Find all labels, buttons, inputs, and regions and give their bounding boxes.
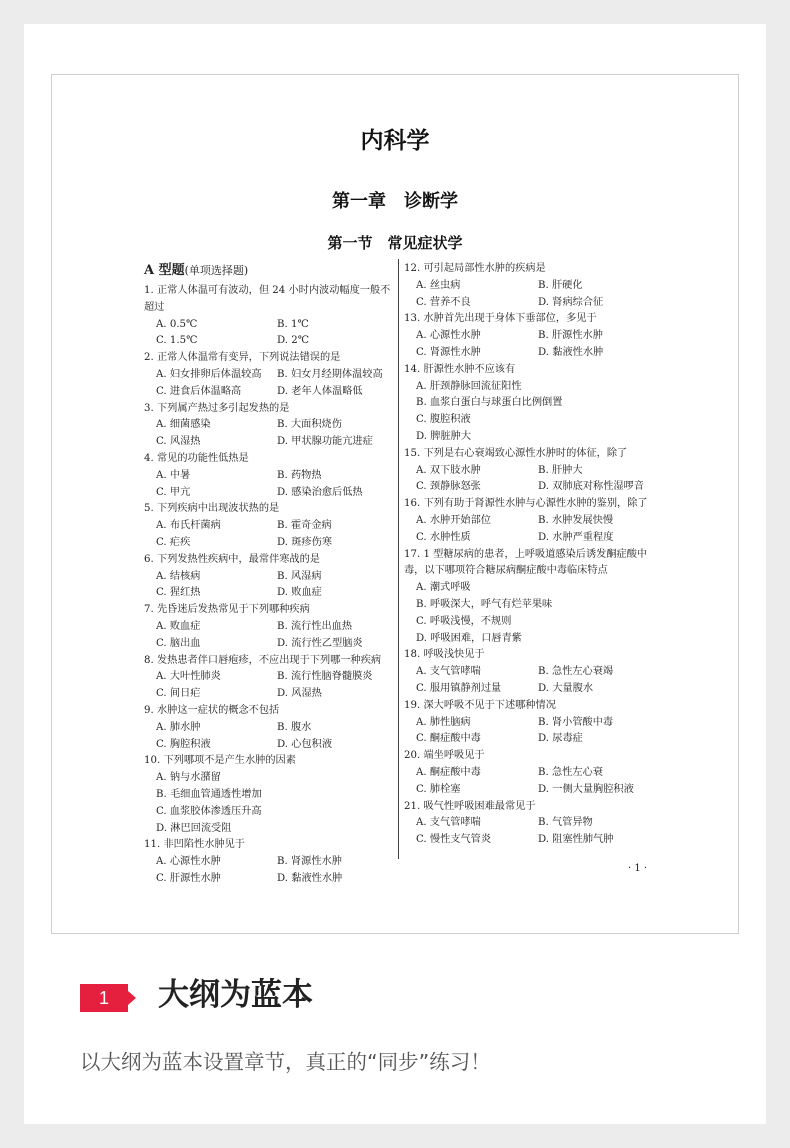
answer-option: C. 疟疾 xyxy=(156,536,191,548)
page-number: · 1 · xyxy=(628,863,648,874)
answer-option: A. 钠与水潴留 xyxy=(156,772,221,784)
answer-option: A. 潮式呼吸 xyxy=(416,582,471,594)
answer-option: C. 肝源性水肿 xyxy=(156,872,221,884)
answer-option: A. 肺水肿 xyxy=(156,721,201,733)
answer-option: C. 肺栓塞 xyxy=(416,783,461,795)
answer-option: B. 肝肿大 xyxy=(538,464,583,476)
question-stem: 12. 可引起局部性水肿的疾病是 xyxy=(404,263,546,274)
question-stem: 10. 下列哪项不是产生水肿的因素 xyxy=(144,755,296,767)
question-stem: 6. 下列发热性疾病中，最常伴寒战的是 xyxy=(144,553,320,565)
question-stem: 7. 先昏迷后发热常见于下列哪种疾病 xyxy=(144,604,310,616)
feature-description: 以大纲为蓝本设置章节，真正的“同步”练习！ xyxy=(80,1050,491,1074)
answer-option: D. 阻塞性肺气肿 xyxy=(538,834,614,846)
option-row xyxy=(144,871,398,888)
answer-option: C. 1.5℃ xyxy=(156,335,198,347)
answer-option: D. 老年人体温略低 xyxy=(277,385,363,397)
question-stem: 20. 端坐呼吸见于 xyxy=(404,750,485,762)
answer-option: B. 霍奇金病 xyxy=(277,520,332,532)
answer-option: C. 营养不良 xyxy=(416,296,471,308)
option-row xyxy=(404,715,666,732)
question-stem: 21. 吸气性呼吸困难最常见于 xyxy=(404,800,536,812)
answer-option: A. 结核病 xyxy=(156,570,201,582)
question-stem: 16. 下列有助于肾源性水肿与心源性水肿的鉴别，除了 xyxy=(404,498,648,510)
answer-option: C. 胸腔积液 xyxy=(156,738,211,750)
answer-option: B. 肝硬化 xyxy=(538,279,583,291)
question-item xyxy=(144,602,398,652)
answer-option: C. 猩红热 xyxy=(156,587,201,599)
option-row xyxy=(404,479,666,496)
answer-option: A. 酮症酸中毒 xyxy=(416,766,481,778)
option-row xyxy=(144,485,398,502)
answer-option: B. 肾源性水肿 xyxy=(277,856,342,868)
chapter-heading: 第一章 诊断学 xyxy=(332,191,458,212)
question-stem: 1. 正常人体温可有波动，但 24 小时内波动幅度一般不超过 xyxy=(144,285,391,313)
answer-option: D. 风湿热 xyxy=(277,688,322,700)
answer-option: B. 腹水 xyxy=(277,721,312,733)
question-stem: 18. 呼吸浅快见于 xyxy=(404,649,485,661)
answer-option: B. 肾小管酸中毒 xyxy=(538,716,614,728)
answer-option: A. 支气管哮喘 xyxy=(416,817,481,829)
answer-option: D. 流行性乙型脑炎 xyxy=(277,637,363,649)
option-row xyxy=(404,681,666,698)
question-type-heading xyxy=(144,261,398,281)
question-stem: 14. 肝源性水肿不应该有 xyxy=(404,363,516,375)
answer-option: C. 血浆胶体渗透压升高 xyxy=(156,805,262,817)
answer-option: A. 肺性脑病 xyxy=(416,716,471,728)
option-row xyxy=(144,569,398,586)
answer-option: D. 大量腹水 xyxy=(538,682,594,694)
book-title: 内科学 xyxy=(360,127,430,154)
question-item xyxy=(144,501,398,551)
option-row xyxy=(404,530,666,547)
answer-option: A. 丝虫病 xyxy=(416,279,461,291)
option-row xyxy=(404,328,666,345)
badge-arrow-icon xyxy=(128,991,136,1005)
option-row xyxy=(144,317,398,334)
option-row xyxy=(404,731,666,748)
question-stem: 13. 水肿首先出现于身体下垂部位，多见于 xyxy=(404,313,597,325)
question-type-label: A 型题 xyxy=(144,263,185,278)
answer-option: A. 败血症 xyxy=(156,620,201,632)
answer-option: C. 慢性支气管炎 xyxy=(416,834,492,846)
question-stem: 19. 深大呼吸不见于下述哪种情况 xyxy=(404,699,556,711)
answer-option: B. 流行性脑脊髓膜炎 xyxy=(277,671,373,683)
option-row xyxy=(144,636,398,653)
answer-option: D. 黏液性水肿 xyxy=(277,872,343,884)
answer-option: D. 水肿严重程度 xyxy=(538,531,614,543)
question-item xyxy=(144,653,398,703)
answer-option: D. 脾脏肿大 xyxy=(416,430,472,442)
option-row xyxy=(404,664,666,681)
answer-option: C. 肾源性水肿 xyxy=(416,346,481,358)
column-divider xyxy=(398,259,399,859)
option-row xyxy=(144,367,398,384)
question-item xyxy=(144,283,398,350)
option-row xyxy=(144,384,398,401)
answer-option: D. 败血症 xyxy=(277,587,322,599)
answer-option: D. 黏液性水肿 xyxy=(538,346,604,358)
option-row xyxy=(144,518,398,535)
answer-option: D. 尿毒症 xyxy=(538,733,583,745)
answer-option: B. 风湿病 xyxy=(277,570,322,582)
answer-option: A. 双下肢水肿 xyxy=(416,464,481,476)
question-item xyxy=(404,261,666,311)
question-item xyxy=(404,311,666,361)
answer-option: C. 甲亢 xyxy=(156,486,191,498)
answer-option: A. 心源性水肿 xyxy=(156,856,221,868)
answer-option: A. 中暑 xyxy=(156,469,191,481)
question-stem: 4. 常见的功能性低热是 xyxy=(144,452,249,464)
option-row xyxy=(404,832,666,849)
answer-option: A. 心源性水肿 xyxy=(416,330,481,342)
question-stem: 9. 水肿这一症状的概念不包括 xyxy=(144,704,280,716)
option-row xyxy=(144,585,398,602)
answer-option: D. 感染治愈后低热 xyxy=(277,486,363,498)
option-row xyxy=(404,765,666,782)
answer-option: B. 肝源性水肿 xyxy=(538,330,603,342)
answer-option: B. 毛细血管通透性增加 xyxy=(156,788,262,800)
question-item xyxy=(144,350,398,400)
answer-option: C. 服用镇静剂过量 xyxy=(416,682,502,694)
option-row xyxy=(144,434,398,451)
answer-option: C. 呼吸浅慢，不规则 xyxy=(416,615,512,627)
question-item xyxy=(404,547,666,648)
question-item xyxy=(404,362,666,446)
answer-option: D. 甲状腺功能亢进症 xyxy=(277,436,373,448)
answer-option: A. 妇女排卵后体温较高 xyxy=(156,368,262,380)
question-item xyxy=(144,451,398,501)
answer-option: C. 风湿热 xyxy=(156,436,201,448)
answer-option: B. 药物热 xyxy=(277,469,322,481)
answer-option: A. 肝颈静脉回流征阳性 xyxy=(416,380,522,392)
question-item xyxy=(144,552,398,602)
option-row xyxy=(404,782,666,799)
option-row xyxy=(144,720,398,737)
answer-option: A. 细菌感染 xyxy=(156,419,211,431)
answer-option: C. 间日疟 xyxy=(156,688,201,700)
answer-option: A. 0.5℃ xyxy=(156,318,198,330)
answer-option: D. 双肺底对称性湿啰音 xyxy=(538,481,644,493)
question-type-sub: (单项选择题) xyxy=(184,264,249,277)
answer-option: C. 脑出血 xyxy=(156,637,201,649)
option-row xyxy=(144,417,398,434)
option-row xyxy=(404,463,666,480)
answer-option: D. 淋巴回流受阻 xyxy=(156,822,232,834)
option-row xyxy=(144,854,398,871)
question-stem: 5. 下列疾病中出现波状热的是 xyxy=(144,503,280,515)
question-item xyxy=(144,703,398,753)
question-item xyxy=(404,647,666,697)
answer-option: D. 斑疹伤寒 xyxy=(277,536,333,548)
answer-option: C. 酮症酸中毒 xyxy=(416,733,481,745)
answer-option: B. 呼吸深大，呼气有烂苹果味 xyxy=(416,598,553,610)
answer-option: B. 气管异物 xyxy=(538,817,593,829)
answer-option: B. 水肿发展快慢 xyxy=(538,514,614,526)
answer-option: C. 水肿性质 xyxy=(416,531,471,543)
answer-option: C. 腹腔积液 xyxy=(416,414,471,426)
option-row xyxy=(144,535,398,552)
question-item xyxy=(404,698,666,748)
question-column-right xyxy=(404,261,666,849)
book-page-preview xyxy=(51,74,739,934)
answer-option: B. 1℃ xyxy=(277,318,309,330)
option-row xyxy=(404,513,666,530)
question-item xyxy=(144,837,398,887)
answer-option: B. 血浆白蛋白与球蛋白比例倒置 xyxy=(416,397,563,409)
question-stem: 3. 下列属产热过多引起发热的是 xyxy=(144,402,290,414)
answer-option: D. 心包积液 xyxy=(277,738,333,750)
option-row xyxy=(144,669,398,686)
option-row xyxy=(404,345,666,362)
option-row xyxy=(144,619,398,636)
answer-option: B. 急性左心衰竭 xyxy=(538,666,614,678)
answer-option: C. 颈静脉怒张 xyxy=(416,481,481,493)
option-row xyxy=(144,737,398,754)
question-column-left xyxy=(144,261,398,888)
question-item xyxy=(144,401,398,451)
question-stem: 17. 1 型糖尿病的患者，上呼吸道感染后诱发酮症酸中毒，以下哪项符合糖尿病酮症酸中毒临床特点 xyxy=(404,548,648,577)
feature-number-badge: 1 xyxy=(80,984,128,1012)
answer-option: D. 呼吸困难，口唇青紫 xyxy=(416,632,522,644)
option-row xyxy=(144,468,398,485)
question-stem: 11. 非凹陷性水肿见于 xyxy=(144,839,245,851)
feature-title: 大纲为蓝本 xyxy=(158,977,313,1013)
question-item xyxy=(144,753,398,837)
answer-option: C. 进食后体温略高 xyxy=(156,385,242,397)
answer-option: B. 急性左心衰 xyxy=(538,766,603,778)
section-heading: 第一节 常见症状学 xyxy=(327,234,463,252)
option-row xyxy=(404,278,666,295)
question-item xyxy=(404,799,666,849)
option-row xyxy=(144,686,398,703)
question-stem: 8. 发热患者伴口唇疱疹，不应出现于下列哪一种疾病 xyxy=(144,654,382,666)
option-row xyxy=(404,815,666,832)
answer-option: D. 肾病综合征 xyxy=(538,296,604,308)
answer-option: A. 布氏杆菌病 xyxy=(156,520,221,532)
question-stem: 15. 下列是右心衰竭致心源性水肿时的体征，除了 xyxy=(404,447,628,459)
answer-option: B. 流行性出血热 xyxy=(277,620,353,632)
answer-option: B. 大面积烧伤 xyxy=(277,419,342,431)
answer-option: D. 一侧大量胸腔积液 xyxy=(538,783,634,795)
answer-option: A. 水肿开始部位 xyxy=(416,514,491,526)
question-stem: 2. 正常人体温常有变异，下列说法错误的是 xyxy=(144,352,341,364)
option-row xyxy=(404,295,666,312)
answer-option: D. 2℃ xyxy=(277,335,310,347)
answer-option: B. 妇女月经期体温较高 xyxy=(277,368,383,380)
question-item xyxy=(404,496,666,546)
option-row xyxy=(144,333,398,350)
answer-option: A. 支气管哮喘 xyxy=(416,666,481,678)
answer-option: A. 大叶性肺炎 xyxy=(156,671,221,683)
question-item xyxy=(404,748,666,798)
question-item xyxy=(404,446,666,496)
